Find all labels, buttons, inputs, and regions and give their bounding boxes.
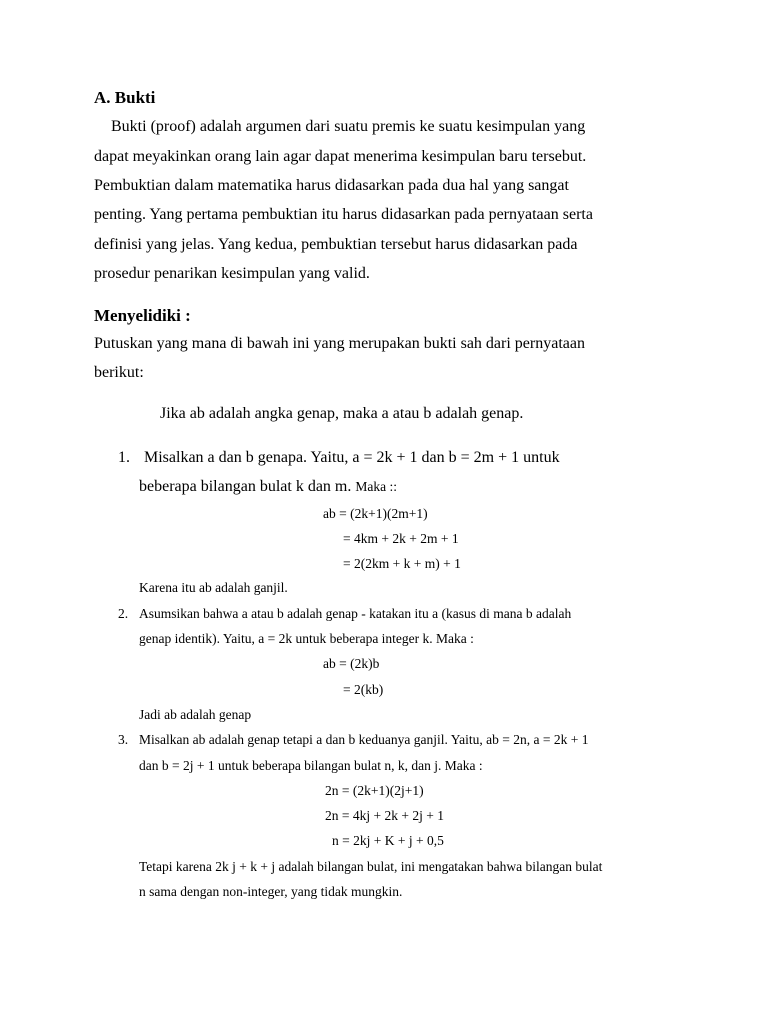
intro-line: berikut: (94, 364, 144, 381)
list-item-number: 1. (118, 449, 130, 466)
paragraph-line: Bukti (proof) adalah argumen dari suatu premis ke suatu kesimpulan yang (111, 118, 586, 135)
list-item-number: 3. (118, 732, 129, 747)
paragraph-line: definisi yang jelas. Yang kedua, pembuktian tersebut harus didasarkan pada (94, 236, 578, 253)
intro-line: Putuskan yang mana di bawah ini yang merupakan bukti sah dari pernyataan (94, 335, 585, 352)
list-item-line: genap identik). Yaitu, a = 2k untuk beberapa integer k. Maka : (139, 631, 474, 646)
list-item-number: 2. (118, 606, 129, 621)
list-item-line: Misalkan ab adalah genap tetapi a dan b keduanya ganjil. Yaitu, ab = 2n, a = 2k + 1 (139, 732, 589, 747)
equation-line: = 2(2km + k + m) + 1 (343, 556, 461, 571)
section-heading-menyelidiki: Menyelidiki : (94, 306, 191, 325)
list-item-line: dan b = 2j + 1 untuk beberapa bilangan bulat n, k, dan j. Maka : (139, 758, 483, 773)
list-item-line: Misalkan a dan b genapa. Yaitu, a = 2k + 1 dan b = 2m + 1 untuk (144, 449, 560, 466)
paragraph-line: dapat meyakinkan orang lain agar dapat menerima kesimpulan baru tersebut. (94, 148, 587, 165)
paragraph-line: prosedur penarikan kesimpulan yang valid. (94, 265, 370, 282)
equation-line: = 2(kb) (343, 682, 384, 697)
equation-line: = 4km + 2k + 2m + 1 (343, 531, 459, 546)
section-heading-bukti: A. Bukti (94, 88, 156, 107)
equation-line: 2n = (2k+1)(2j+1) (325, 783, 424, 798)
paragraph-line: Pembuktian dalam matematika harus didasarkan pada dua hal yang sangat (94, 177, 569, 194)
list-item-line (139, 478, 397, 496)
equation-line: ab = (2k)b (323, 656, 380, 671)
list-item-line: Asumsikan bahwa a atau b adalah genap - katakan itu a (kasus di mana b adalah (139, 606, 572, 621)
equation-line: ab = (2k+1)(2m+1) (323, 506, 428, 521)
equation-line: 2n = 4kj + 2k + 2j + 1 (325, 808, 444, 823)
list-item-text: beberapa bilangan bulat k dan m. (139, 478, 352, 495)
item-conclusion: Tetapi karena 2k j + k + j adalah bilangan bulat, ini mengatakan bahwa bilangan bulat (139, 859, 603, 874)
equation-line: n = 2kj + K + j + 0,5 (332, 833, 444, 848)
item-conclusion: Karena itu ab adalah ganjil. (139, 580, 288, 595)
statement: Jika ab adalah angka genap, maka a atau b adalah genap. (160, 405, 524, 422)
paragraph-line: penting. Yang pertama pembuktian itu harus didasarkan pada pernyataan serta (94, 206, 593, 223)
item-conclusion: Jadi ab adalah genap (139, 707, 252, 722)
item-conclusion: n sama dengan non-integer, yang tidak mungkin. (139, 884, 403, 899)
list-item-suffix: Maka :: (355, 479, 397, 494)
